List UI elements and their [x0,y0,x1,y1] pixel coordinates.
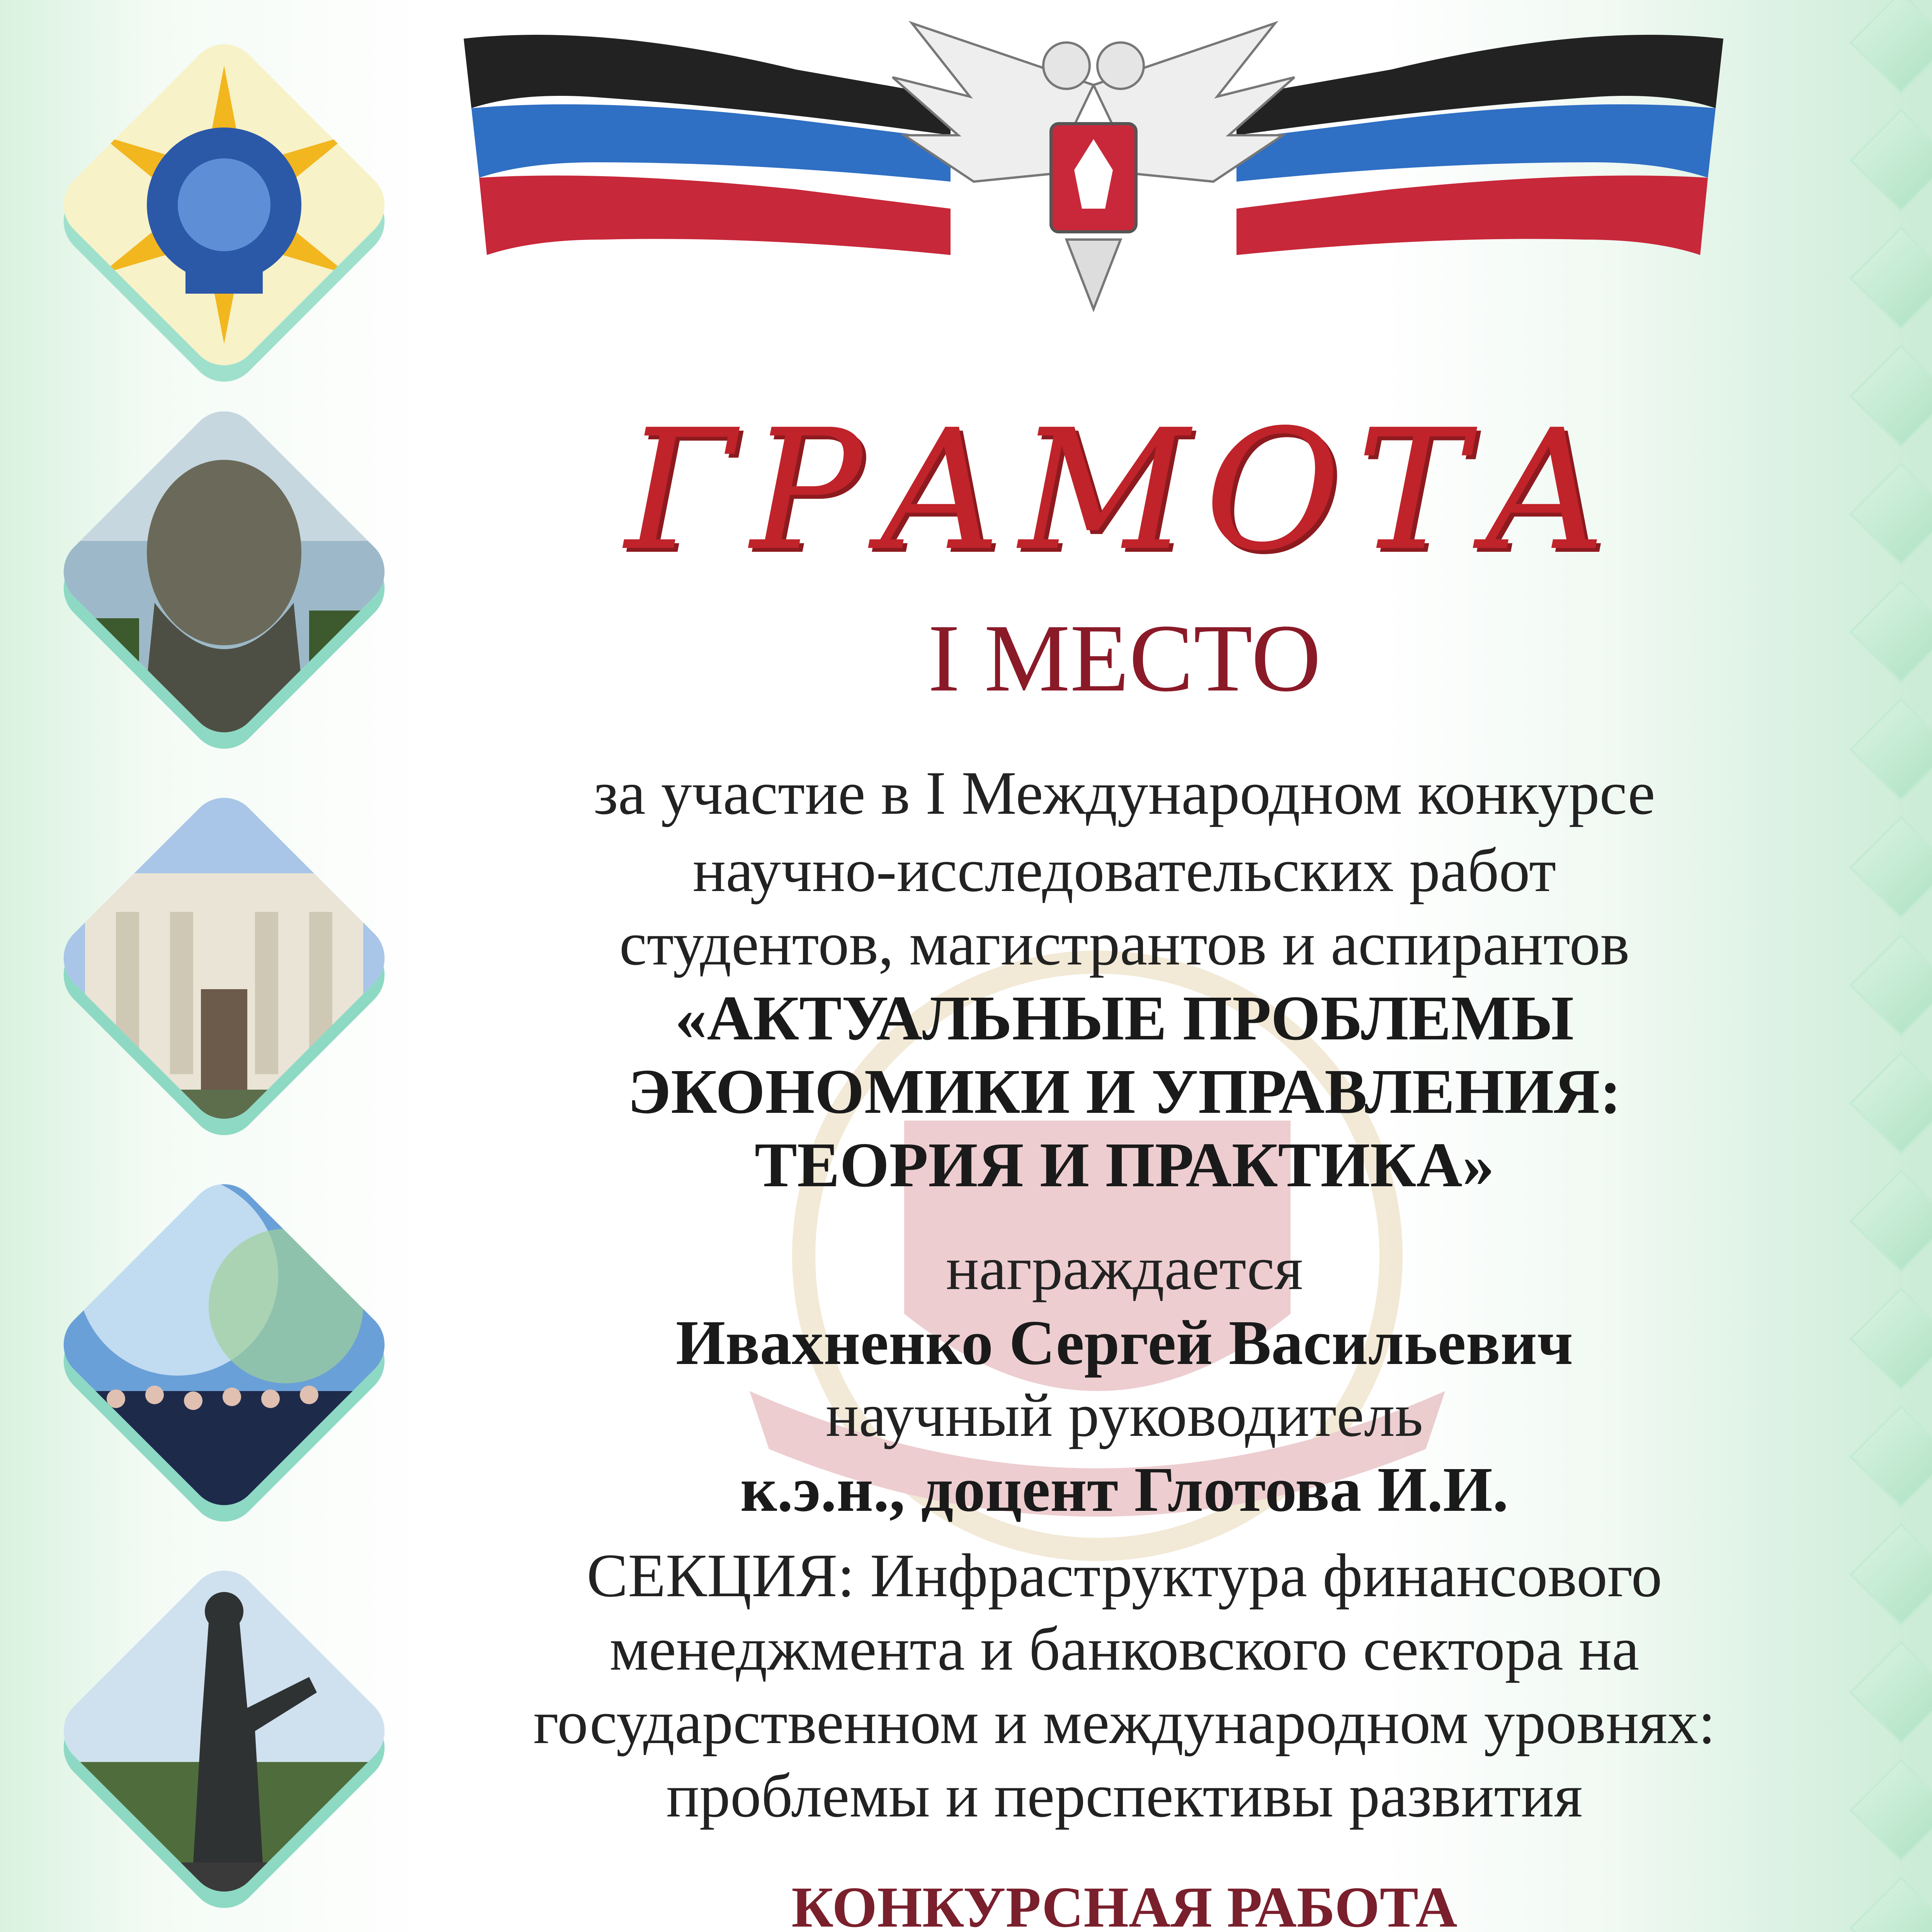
border-diamond [1851,1289,1932,1389]
border-diamond [1851,0,1932,93]
contest-line-2: ЭКОНОМИКИ И УПРАВЛЕНИЯ: [628,1056,1621,1127]
border-diamond [1851,346,1932,446]
border-diamond [1851,1171,1932,1271]
concert-stage-photo-diamond [49,1170,399,1519]
awarded-label: награждается [946,1234,1303,1303]
border-diamond [1851,110,1932,211]
recipient-name: Ивахненко Сергей Васильевич [675,1307,1573,1378]
university-building-photo-diamond [49,783,399,1133]
miner-monument-photo-diamond [49,1556,399,1906]
bust-monument-photo-diamond [49,397,399,747]
intro-line-1: за участие в I Международном конкурсе [594,759,1655,827]
university-logo-diamond [49,30,399,379]
intro-line-2: научно-исследовательских работ [692,836,1556,905]
right-diamond-border [1785,0,1932,1932]
place-heading: I МЕСТО [928,605,1321,712]
border-diamond [1851,1524,1932,1625]
border-diamond [1851,1642,1932,1743]
border-diamond [1851,228,1932,328]
republic-emblem [448,8,1739,325]
border-diamond [1851,1053,1932,1153]
border-diamond [1851,1878,1932,1932]
border-diamond [1851,699,1932,800]
intro-line-3: студентов, магистрантов и аспирантов [619,909,1630,978]
work-label: КОНКУРСНАЯ РАБОТА [791,1875,1458,1932]
border-diamond [1851,935,1932,1036]
supervisor-name: к.э.н., доцент Глотова И.И. [740,1454,1509,1525]
section-line-3: государственном и международном уровнях: [533,1688,1716,1757]
section-line-4: проблемы и перспективы развития [666,1761,1583,1830]
section-line-2: менеджмента и банковского сектора на [609,1614,1639,1683]
border-diamond [1851,582,1932,682]
contest-line-3: ТЕОРИЯ И ПРАКТИКА» [754,1129,1495,1200]
border-diamond [1851,817,1932,918]
contest-line-1: «АКТУАЛЬНЫЕ ПРОБЛЕМЫ [675,983,1574,1053]
supervisor-label: научный руководитель [826,1381,1423,1449]
certificate-title: ГРАМОТА [625,394,1624,587]
border-diamond [1851,1406,1932,1507]
section-line-1: СЕКЦИЯ: Инфраструктура финансового [587,1541,1662,1610]
border-diamond [1851,464,1932,564]
border-diamond [1851,1760,1932,1861]
